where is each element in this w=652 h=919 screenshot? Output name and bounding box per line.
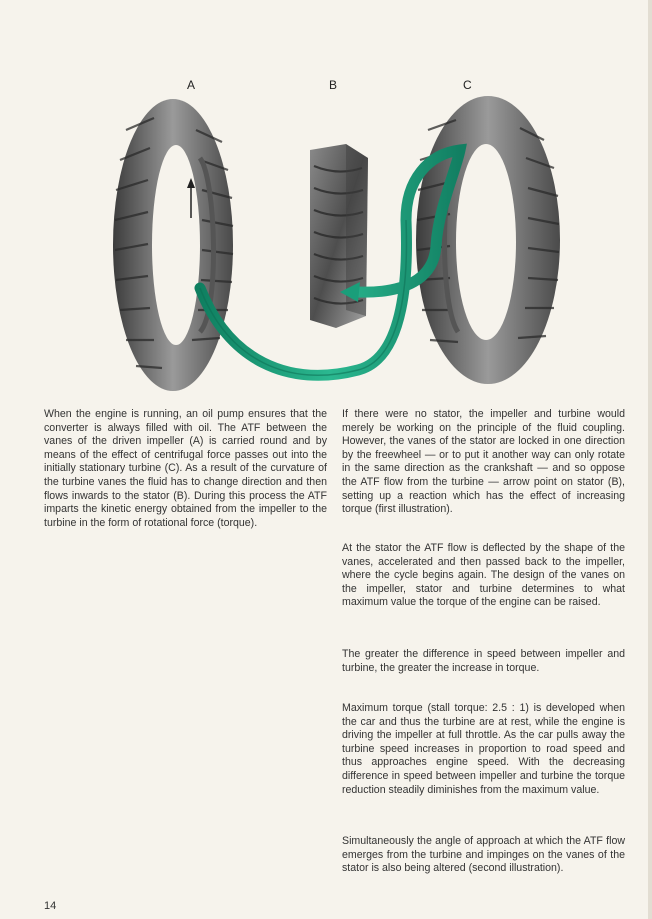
- stator-b: [310, 144, 368, 328]
- page-number: 14: [44, 900, 57, 912]
- figure-label-a: A: [187, 78, 196, 92]
- torque-converter-illustration: [88, 70, 588, 400]
- right-paragraph-4: Maximum torque (stall torque: 2.5 : 1) is developed when the car and thus the turbine are at rest, while the engine is driving the impeller at full throttle. As the car pulls away the turbine speed increases in proportion to road speed and thus approaches engine speed. With the decreasing difference in speed between impeller and turbine the torque reduction steadily diminishes from the maximum value.: [342, 702, 625, 796]
- right-paragraph-3: The greater the difference in speed between impeller and turbine, the greater the increase in torque.: [342, 648, 625, 674]
- right-paragraph-1: If there were no stator, the impeller and turbine would merely be working on the principle of the fluid coupling. However, the vanes of the stator are locked in one direction by the freewheel — or to put it another way can only rotate in the same direction as the crankshaft — and so oppose the ATF flow from the turbine — arrow point on stator (B), setting up a reaction which has the effect of increasing torque (first illustration).: [342, 408, 625, 516]
- left-column: [44, 408, 327, 530]
- right-paragraph-2: At the stator the ATF flow is deflected by the shape of the vanes, accelerated and then passed back to the impeller, where the cycle begins again. The design of the vanes on the impeller, stator and turbine determines to what maximum value the torque of the engine can be raised.: [342, 542, 625, 609]
- impeller-a: [113, 99, 233, 391]
- figure-label-b: B: [329, 78, 338, 92]
- figure-label-c: C: [463, 78, 472, 92]
- left-paragraph-1: When the engine is running, an oil pump ensures that the converter is always filled with oil. The ATF between the vanes of the driven impeller (A) is carried round and by means of the effect of centrifugal force passes out into the initially stationary turbine (C). As a result of the curvature of the turbine vanes the fluid has to change direction and then flows inwards to the stator (B). During this process the ATF imparts the kinetic energy obtained from the impeller to the turbine in the form of rotational force (torque).: [44, 408, 327, 529]
- right-paragraph-5: Simultaneously the angle of approach at which the ATF flow emerges from the turbine and impinges on the vanes of the stator is also being altered (second illustration).: [342, 835, 625, 875]
- page-edge: [648, 0, 652, 919]
